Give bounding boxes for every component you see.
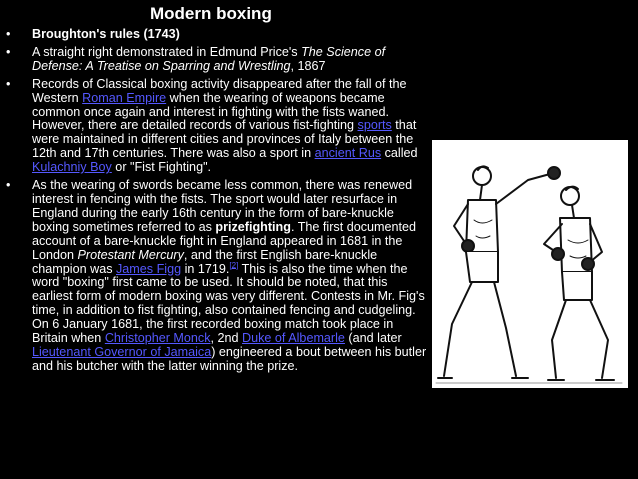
bullet-text: Records of Classical boxing activity disappeared after the fall of the Western [32,76,407,105]
bullet-dot: • [6,178,11,193]
link-lieutenant-governor[interactable]: Lieutenant Governor of Jamaica [32,344,212,359]
bullet-text: (and later [344,331,402,346]
bullet-item [6,179,430,374]
citation-link[interactable]: [2] [229,260,239,270]
bullet-text: , 1867 [290,58,326,73]
bullet-text: Broughton's rules (1743) [32,27,180,41]
bullet-list [6,28,430,378]
bullet-text: when the wearing of weapons became common once again and interest in fighting with the fists waned. However, there are detailed records of various fist-fighting [32,90,390,133]
bullet-text: that were maintained in different cities and provinces of Italy between the 12th and 17th centuries. There was also a sport in [32,118,417,161]
bullet-text: This is also the time when the word "boxing" first came to be used. It should be noted, that this earliest form of modern boxing was very different. Contests in Mr. Fig's time, in addition to fist fighting, also contained fencing and cudgeling. On 6 January 1681, the first recorded boxing match took place in Britain when [32,261,425,346]
bullet-dot: • [6,27,11,41]
bullet-text: As the wearing of swords became less common, there was renewed interest in fencing with the fists. The sport would later resurface in England during the early 16th century in the form of bare-knuckle boxing sometimes referred to as [32,178,413,234]
link-roman-empire[interactable]: Roman Empire [82,90,167,105]
bullet-item [6,46,430,74]
link-duke-of-albemarle[interactable]: Duke of Albemarle [242,331,345,346]
bullet-text: ) engineered a bout between his butler and his butcher with the latter winning the prize. [32,344,427,373]
book-title: The Science of Defense: A Treatise on Sparring and Wrestling [32,44,386,73]
link-james-figg[interactable]: James Figg [116,261,182,276]
bullet-text: or "Fist Fighting". [111,160,212,175]
newspaper-title: Protestant Mercury [77,247,184,262]
boxers-illustration [432,140,628,388]
right-boxer-figure [544,187,614,380]
bullet-dot: • [6,76,11,91]
bullet-text: A straight right demonstrated in Edmund Price's [32,44,302,59]
link-kulachniy-boy[interactable]: Kulachniy Boy [32,160,112,175]
bullet-item [6,28,430,42]
left-boxer-figure [438,166,560,378]
slide-title: Modern boxing [150,4,272,23]
bullet-text: , and the first English bare-knuckle champion was [32,247,378,276]
bullet-text: . The first documented account of a bare-knuckle fight in England appeared in 1681 in the London [32,219,417,262]
bullet-text: in 1719. [181,261,230,276]
boxers-drawing [432,140,628,388]
link-christopher-monck[interactable]: Christopher Monck [104,331,211,346]
link-ancient-rus[interactable]: ancient Rus [314,146,382,161]
link-sports[interactable]: sports [357,118,392,133]
term-prizefighting: prizefighting [215,219,291,234]
bullet-text: called [381,146,418,161]
bullet-dot: • [6,44,11,59]
bullet-item [6,78,430,175]
bullet-text: , 2nd [210,331,243,346]
